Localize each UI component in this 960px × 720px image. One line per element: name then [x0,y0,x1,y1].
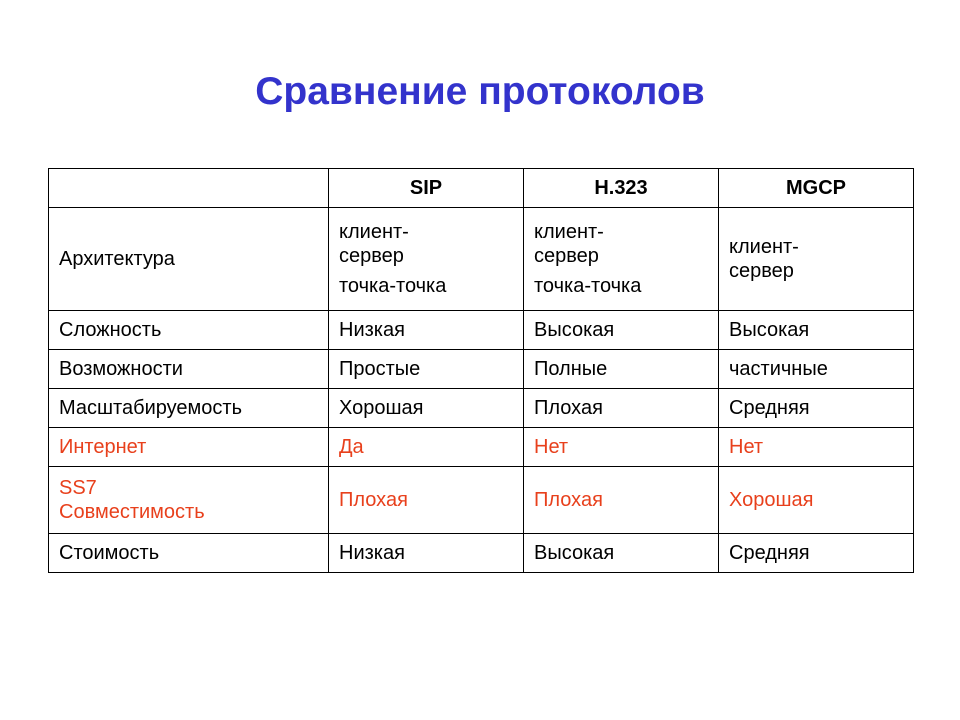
row-label-capabilities: Возможности [49,350,329,389]
corner-cell [49,169,329,208]
column-header-h323: H.323 [524,169,719,208]
cell-line: клиент- [729,236,799,258]
cell-line: сервер [534,245,599,267]
table-row-capabilities [49,350,914,389]
slide-title: Сравнение протоколов [255,70,705,113]
table-row-ss7 [49,467,914,534]
cell-internet-mgcp: Нет [719,428,914,467]
column-header-sip: SIP [329,169,524,208]
cell-internet-sip: Да [329,428,524,467]
cell-ss7-sip: Плохая [329,467,524,534]
cell-complexity-h323: Высокая [524,311,719,350]
cell-line: клиент- [339,221,409,243]
row-label-cost: Стоимость [49,534,329,573]
cell-cost-mgcp: Средняя [719,534,914,573]
table-row-internet [49,428,914,467]
protocol-comparison-table [48,168,914,573]
row-label-complexity: Сложность [49,311,329,350]
cell-internet-h323: Нет [524,428,719,467]
cell-capabilities-mgcp: частичные [719,350,914,389]
cell-complexity-mgcp: Высокая [719,311,914,350]
cell-scalability-mgcp: Средняя [719,389,914,428]
cell-scalability-h323: Плохая [524,389,719,428]
cell-capabilities-sip: Простые [329,350,524,389]
cell-cost-h323: Высокая [524,534,719,573]
table-header-row [49,169,914,208]
table-row-scalability [49,389,914,428]
table-row-cost [49,534,914,573]
cell-capabilities-h323: Полные [524,350,719,389]
cell-line: клиент- [534,221,604,243]
cell-architecture-h323 [524,208,719,311]
row-label-line: SS7 [59,477,97,499]
table-row-architecture [49,208,914,311]
cell-line: точка-точка [534,275,642,297]
cell-architecture-mgcp [719,208,914,311]
row-label-internet: Интернет [49,428,329,467]
cell-architecture-sip [329,208,524,311]
cell-ss7-h323: Плохая [524,467,719,534]
row-label-line: Совместимость [59,501,205,523]
cell-cost-sip: Низкая [329,534,524,573]
column-header-mgcp: MGCP [719,169,914,208]
cell-complexity-sip: Низкая [329,311,524,350]
cell-line: сервер [339,245,404,267]
row-label-ss7 [49,467,329,534]
cell-scalability-sip: Хорошая [329,389,524,428]
cell-line: сервер [729,260,794,282]
cell-line: точка-точка [339,275,447,297]
row-label-scalability: Масштабируемость [49,389,329,428]
cell-ss7-mgcp: Хорошая [719,467,914,534]
row-label-architecture: Архитектура [49,208,329,311]
table-row-complexity [49,311,914,350]
